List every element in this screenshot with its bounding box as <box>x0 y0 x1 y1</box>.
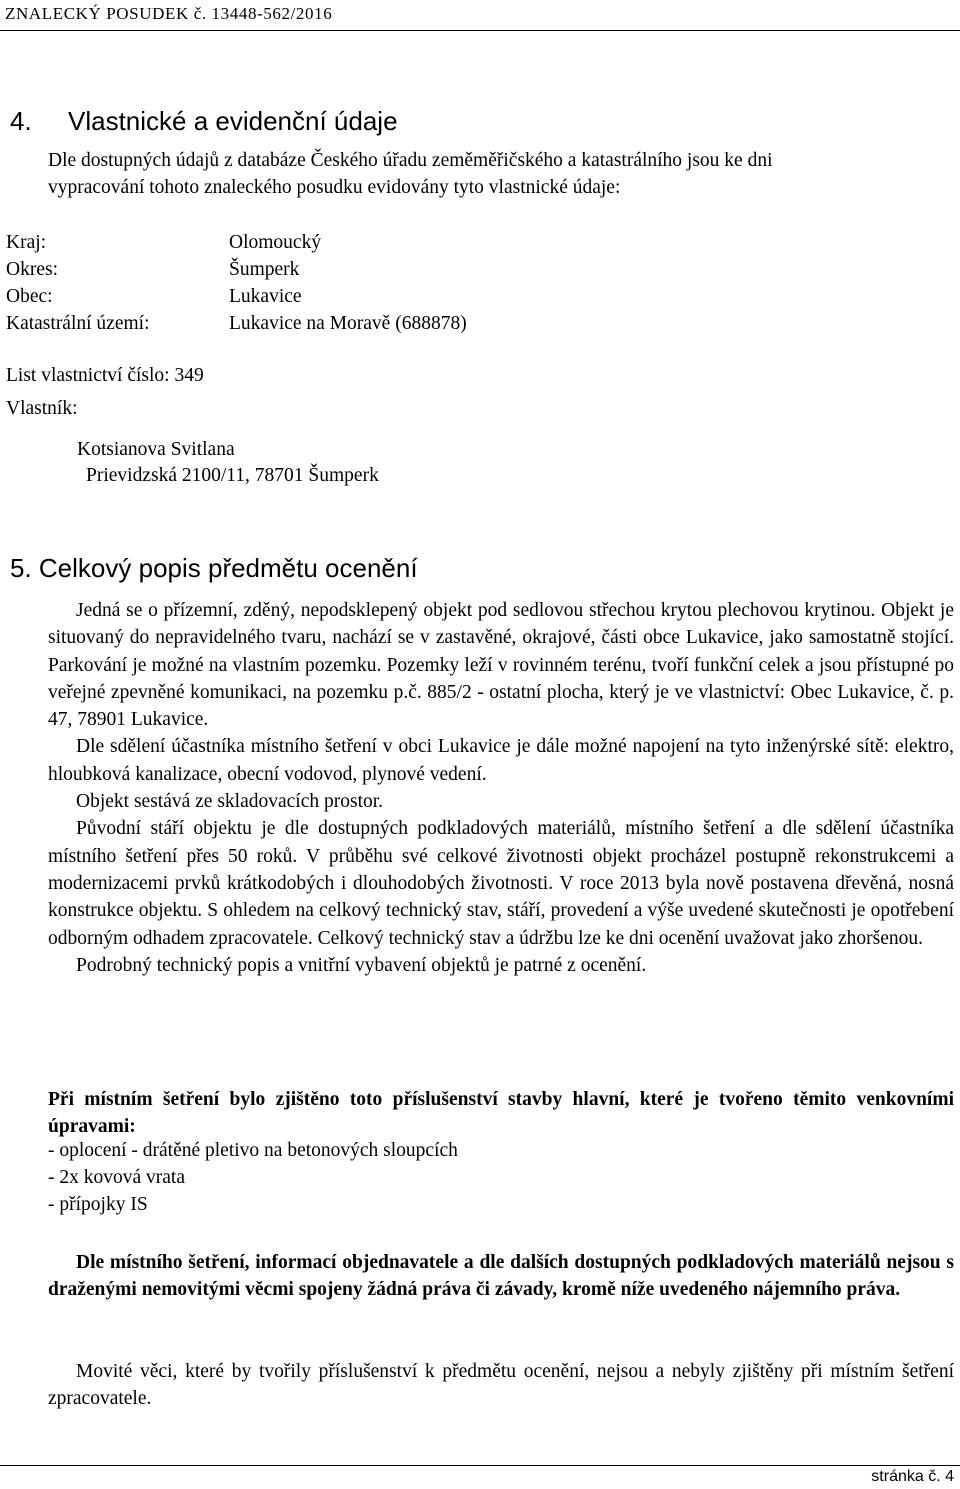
movables-statement: Movité věci, které by tvořily příslušenství k předmětu ocenění, nejsou a nebyly zjištěny při místním šetření zpracovatele. <box>48 1361 954 1410</box>
section-5-title: 5. Celkový popis předmětu ocenění <box>10 553 418 583</box>
accessory-item: - 2x kovová vrata <box>48 1167 185 1188</box>
owner-label: Vlastník: <box>6 398 78 419</box>
footer-divider <box>0 1465 960 1466</box>
page-number: stránka č. 4 <box>871 1468 954 1485</box>
paragraph-age-condition: Původní stáří objektu je dle dostupných podkladových materiálů, místního šetření a dle sdělení účastníka místního šetření přes 50 roků. V průběhu své celkové životnosti objekt procházel postupně rekonstrukcemi a modernizacemi prvků krátkodobých i dlouhodobých životnosti. V roce 2013 byla nově postavena dřevěná, nosná konstrukce objektu. S ohledem na celkový technický stav, stáří, provedení a výše uvedené skutečnosti je opotřebení odborným odhadem zpracovatele. Celkový technický stav a údržbu lze ke dni ocenění uvažovat jako zhoršenou. <box>48 818 954 949</box>
field-label-obec: Obec: <box>6 286 53 307</box>
document-header: ZNALECKÝ POSUDEK č. 13448-562/2016 <box>5 4 333 23</box>
section-5-description <box>48 597 954 979</box>
section-4-title: Vlastnické a evidenční údaje <box>68 106 398 136</box>
field-value-kraj: Olomoucký <box>229 232 322 253</box>
field-value-obec: Lukavice <box>229 286 302 307</box>
accessories-heading: Při místním šetření bylo zjištěno toto příslušenství stavby hlavní, které je tvořeno těmito venkovními úpravami: <box>48 1089 954 1138</box>
rights-statement: Dle místního šetření, informací objednavatele a dle dalších dostupných podkladových materiálů nejsou s draženými nemovitými věcmi spojeny žádná práva či závady, kromě níže uvedeného nájemního práva. <box>48 1252 954 1301</box>
field-label-kraj: Kraj: <box>6 232 47 253</box>
paragraph-object-content: Objekt sestává ze skladovacích prostor. <box>76 791 384 813</box>
section-4-intro-line-2: vypracování tohoto znaleckého posudku evidovány tyto vlastnické údaje: <box>48 177 621 198</box>
paragraph-object-description: Jedná se o přízemní, zděný, nepodsklepený objekt pod sedlovou střechou krytou plechovou krytinou. Objekt je situovaný do nepravidelného tvaru, nachází se v zastavěné, okrajové, části obce Lukavice, jako samostatně stojící. Parkování je možné na vlastním pozemku. Pozemky leží v rovinném terénu, tvoří funkční celek a jsou přístupné po veřejné zpevněné komunikaci, na pozemku p.č. 885/2 - ostatní plocha, který je ve vlastnictví: Obec Lukavice, č. p. 47, 78901 Lukavice. <box>48 600 954 731</box>
owner-address: Prievidzská 2100/11, 78701 Šumperk <box>86 465 379 486</box>
section-4-number: 4. <box>10 106 32 136</box>
owner-name: Kotsianova Svitlana <box>77 439 235 460</box>
accessory-item: - přípojky IS <box>48 1194 148 1215</box>
accessory-item: - oplocení - drátěné pletivo na betonových sloupcích <box>48 1140 458 1161</box>
section-4-intro-line-1: Dle dostupných údajů z databáze Českého úřadu zeměměřičského a katastrálního jsou ke dni <box>48 150 773 171</box>
paragraph-detail-reference: Podrobný technický popis a vnitřní vybavení objektů je patrné z ocenění. <box>76 954 647 976</box>
paragraph-utilities: Dle sdělení účastníka místního šetření v obci Lukavice je dále možné napojení na tyto inženýrské sítě: elektro, hloubková kanalizace, obecní vodovod, plynové vedení. <box>48 736 954 785</box>
field-label-katastralni-uzemi: Katastrální území: <box>6 313 150 334</box>
lv-label: List vlastnictví číslo: <box>6 365 170 386</box>
field-value-katastralni-uzemi: Lukavice na Moravě (688878) <box>229 313 467 334</box>
field-label-okres: Okres: <box>6 259 58 280</box>
header-divider <box>0 30 960 31</box>
lv-value: 349 <box>174 365 204 386</box>
lv-line <box>6 365 204 387</box>
field-value-okres: Šumperk <box>229 259 300 280</box>
